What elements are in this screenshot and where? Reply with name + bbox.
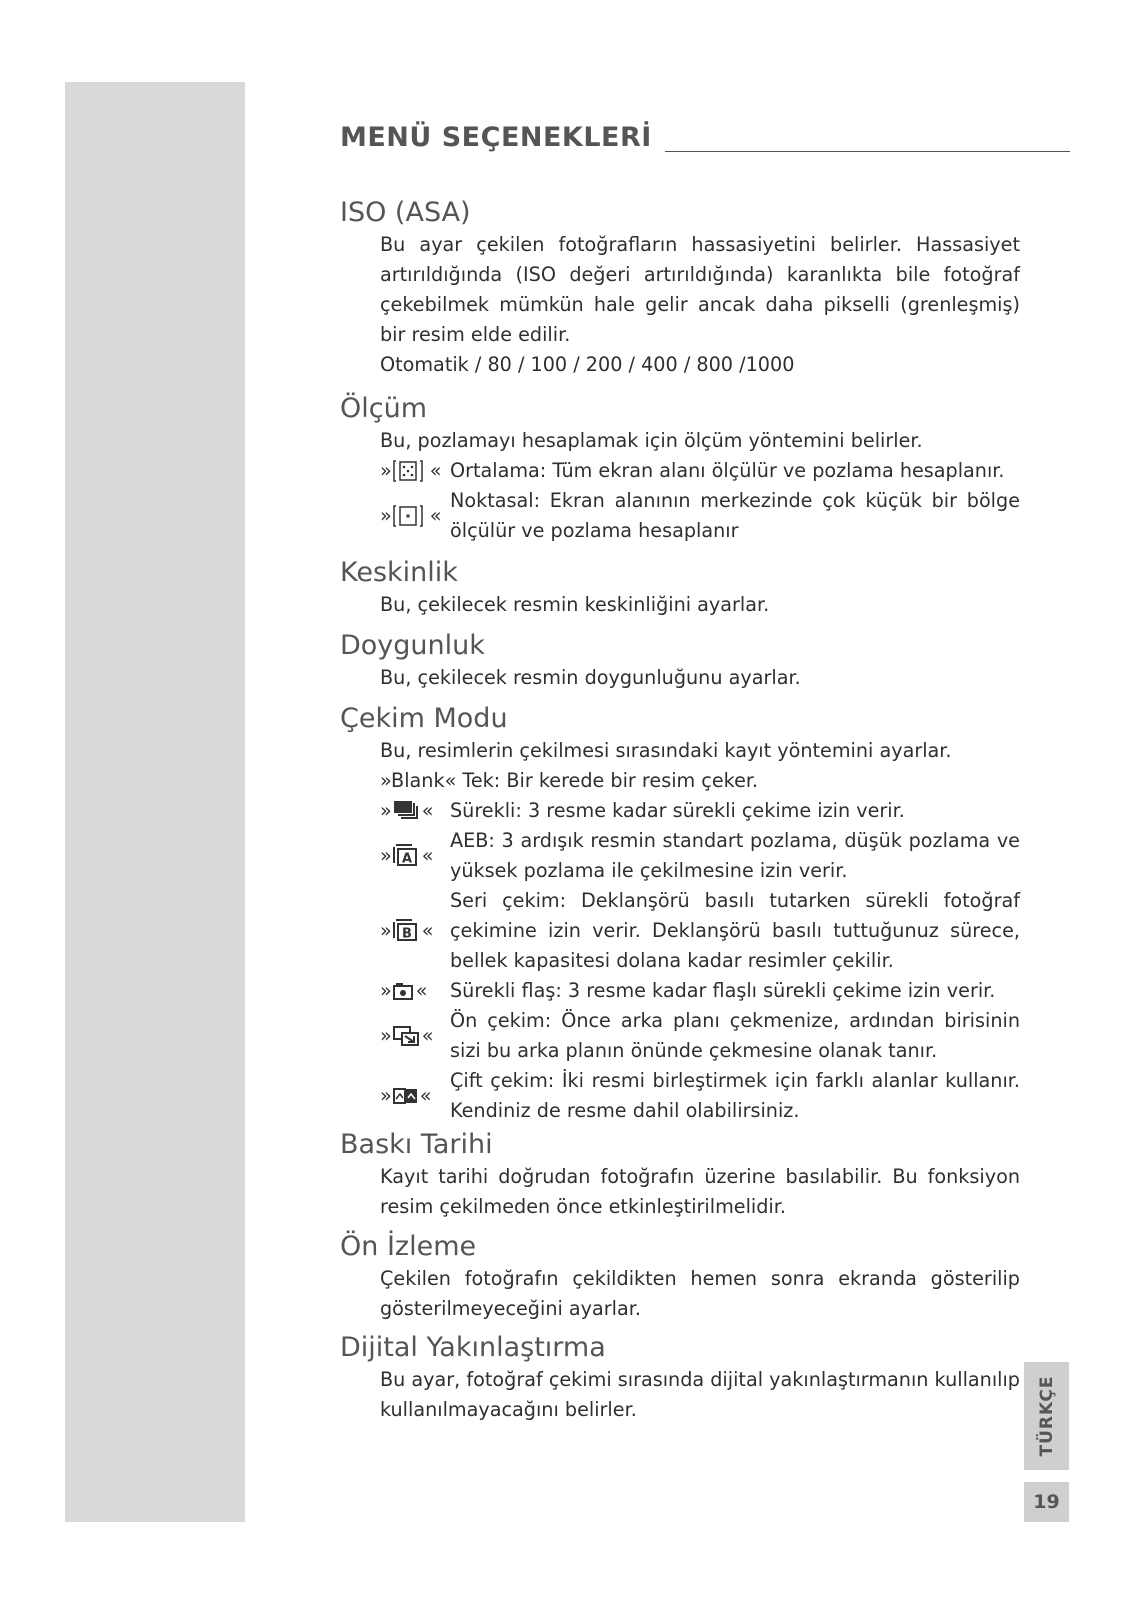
section-heading: Baskı Tarihi [340, 1129, 493, 1160]
section-iso [340, 196, 1020, 380]
section-olcum [340, 392, 1020, 546]
blank-option: »Blank« Tek: Bir kerede bir resim çeker. [380, 769, 759, 792]
iso-values: Otomatik / 80 / 100 / 200 / 400 / 800 /1000 [380, 353, 795, 376]
paragraph: Bu, resimlerin çekilmesi sırasındaki kayıt yöntemini ayarlar. [380, 739, 952, 762]
section-keskinlik [340, 556, 1020, 620]
page-title: MENÜ SEÇENEKLERİ [340, 122, 652, 153]
paragraph: Bu, pozlamayı hesaplamak için ölçüm yöntemini belirler. [380, 429, 923, 452]
title-rule [665, 151, 1070, 152]
section-heading: Keskinlik [340, 557, 458, 588]
option-row: » B « Seri çekim: Deklanşörü basılı tutarken sürekli fotoğraf çekimine izin verir. Deklanşörü basılı tuttuğunuz sürece, bellek kapasitesi dolana kadar resimler çekilir. [380, 886, 1020, 976]
average-metering-icon [392, 459, 430, 483]
language-tab [1024, 1362, 1069, 1470]
section-heading: Doygunluk [340, 630, 485, 661]
paragraph: Bu ayar, fotoğraf çekimi sırasında dijital yakınlaştırmanın kullanılıp kullanılmayacağını belirler. [380, 1368, 1020, 1421]
svg-text:B: B [401, 926, 412, 942]
option-row: » « Noktasal: Ekran alanının merkezinde çok küçük bir bölge ölçülür ve pozlama hesaplanır [380, 486, 1020, 546]
option-row: » A « AEB: 3 ardışık resmin standart pozlama, düşük pozlama ve yüksek pozlama ile çekilmesine izin verir. [380, 826, 1020, 886]
paragraph: Bu, çekilecek resmin doygunluğunu ayarlar. [380, 666, 801, 689]
option-text: Sürekli: 3 resme kadar sürekli çekime izin verir. [450, 799, 905, 822]
option-text: Seri çekim: Deklanşörü basılı tutarken sürekli fotoğraf çekimine izin verir. Deklanşörü basılı tuttuğunuz sürece, bellek kapasitesi dolana kadar resimler çekilir. [450, 889, 1020, 972]
continuous-flash-icon [392, 981, 416, 1001]
section-dijital-yakinlastirma [340, 1331, 1020, 1425]
aeb-icon [392, 844, 422, 868]
option-text: Sürekli flaş: 3 resme kadar flaşlı sürekli çekime izin verir. [450, 979, 996, 1002]
option-row: » « Sürekli: 3 resme kadar sürekli çekime izin verir. [380, 796, 1020, 826]
section-heading: ISO (ASA) [340, 197, 471, 228]
paragraph: Bu, çekilecek resmin keskinliğini ayarlar. [380, 593, 770, 616]
page-number: 19 [1024, 1482, 1069, 1522]
option-text: Ön çekim: Önce arka planı çekmenize, ardından birisinin sizi bu arka planın önünde çekmesine olanak tanır. [450, 1009, 1020, 1062]
option-row: » « Ortalama: Tüm ekran alanı ölçülür ve pozlama hesaplanır. [380, 456, 1020, 486]
burst-icon [392, 919, 422, 943]
section-on-izleme [340, 1230, 1020, 1324]
option-row: » « Sürekli flaş: 3 resme kadar flaşlı sürekli çekime izin verir. [380, 976, 1020, 1006]
section-heading: Çekim Modu [340, 703, 508, 734]
section-doygunluk [340, 629, 1020, 693]
paragraph: Çekilen fotoğrafın çekildikten hemen sonra ekranda gösterilip gösterilmeyeceğini ayarlar. [380, 1267, 1020, 1320]
option-row: » « Ön çekim: Önce arka planı çekmenize, ardından birisinin sizi bu arka planın önünde çekmesine olanak tanır. [380, 1006, 1020, 1066]
couple-shot-icon [392, 1086, 420, 1106]
option-row: » « Çift çekim: İki resmi birleştirmek için farklı alanlar kullanır. Kendiniz de resme dahil olabilirsiniz. [380, 1066, 1020, 1126]
option-text: Noktasal: Ekran alanının merkezinde çok küçük bir bölge ölçülür ve pozlama hesaplanır [450, 489, 1020, 542]
section-heading: Ölçüm [340, 393, 428, 424]
continuous-shot-icon [392, 799, 422, 823]
paragraph: Bu ayar çekilen fotoğrafların hassasiyetini belirler. Hassasiyet artırıldığında (ISO değeri artırıldığında) karanlıkta bile fotoğraf çekebilmek mümkün hale gelir ancak daha pikselli (grenleşmiş) bir resim elde edilir. [380, 233, 1020, 346]
pre-shot-icon [392, 1025, 422, 1047]
svg-text:A: A [401, 851, 412, 867]
option-text: AEB: 3 ardışık resmin standart pozlama, düşük pozlama ve yüksek pozlama ile çekilmesine izin verir. [450, 829, 1020, 882]
spot-metering-icon [392, 504, 430, 528]
section-baski-tarihi [340, 1128, 1020, 1222]
side-band [65, 82, 245, 1522]
option-text: Ortalama: Tüm ekran alanı ölçülür ve pozlama hesaplanır. [450, 459, 1005, 482]
section-heading: Ön İzleme [340, 1231, 477, 1262]
language-label: TÜRKÇE [1036, 1375, 1057, 1457]
section-heading: Dijital Yakınlaştırma [340, 1332, 606, 1363]
paragraph: Kayıt tarihi doğrudan fotoğrafın üzerine basılabilir. Bu fonksiyon resim çekilmeden önce etkinleştirilmelidir. [380, 1165, 1020, 1218]
option-text: Çift çekim: İki resmi birleştirmek için farklı alanlar kullanır. Kendiniz de resme dahil olabilirsiniz. [450, 1069, 1020, 1122]
section-cekim-modu [340, 702, 1020, 1126]
